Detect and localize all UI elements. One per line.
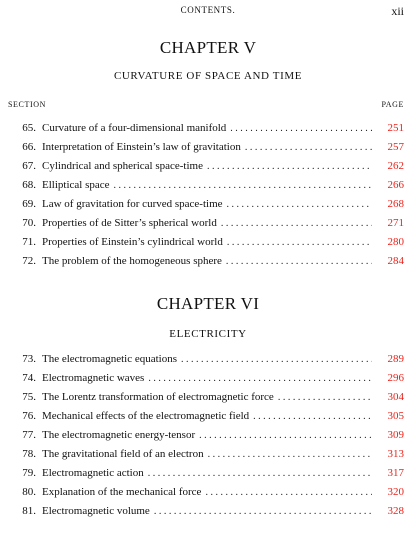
section-number: 68. — [22, 179, 36, 191]
section-number: 72. — [22, 255, 36, 267]
section-number: 76. — [22, 410, 36, 422]
dot-leader — [205, 487, 372, 498]
toc-entry — [0, 486, 416, 505]
page-link[interactable]: 309 — [387, 429, 404, 441]
toc-entry — [0, 122, 416, 141]
page-number: xii — [391, 4, 404, 18]
dot-leader — [199, 430, 372, 441]
dot-leader — [114, 180, 373, 191]
dot-leader — [245, 142, 372, 153]
toc-entry — [0, 391, 416, 410]
chapter-5-title: CHAPTER V — [159, 38, 257, 57]
section-title: The gravitational field of an electron — [42, 448, 204, 460]
page-link[interactable]: 317 — [387, 467, 404, 479]
section-number: 77. — [22, 429, 36, 441]
page-link[interactable]: 280 — [387, 236, 404, 248]
section-title: Electromagnetic action — [42, 467, 144, 479]
section-number: 71. — [22, 236, 36, 248]
section-title: Electromagnetic volume — [42, 505, 150, 517]
section-number: 79. — [22, 467, 36, 479]
dot-leader — [181, 354, 372, 365]
section-number: 67. — [22, 160, 36, 172]
dot-leader — [221, 218, 372, 229]
dot-leader — [253, 411, 372, 422]
toc-entry — [0, 467, 416, 486]
toc-entry — [0, 217, 416, 236]
section-title: Mechanical effects of the electromagnetic field — [42, 410, 250, 422]
section-title: The electromagnetic energy-tensor — [42, 429, 196, 441]
dot-leader — [227, 237, 372, 248]
section-number: 65. — [22, 122, 36, 134]
section-number: 74. — [22, 372, 36, 384]
running-header — [0, 4, 416, 18]
section-title: Elliptical space — [42, 179, 110, 191]
section-title: Electromagnetic waves — [42, 372, 145, 384]
section-number: 75. — [22, 391, 36, 403]
running-title: CONTENTS. — [180, 5, 236, 15]
page-link[interactable]: 289 — [387, 353, 404, 365]
chapter-6-title: CHAPTER VI — [156, 294, 260, 313]
chapter-6-subtitle: ELECTRICITY — [169, 328, 247, 340]
section-title: Interpretation of Einstein’s law of gravitation — [42, 141, 241, 153]
page-link[interactable]: 304 — [387, 391, 404, 403]
toc-entry — [0, 198, 416, 217]
section-number: 66. — [22, 141, 36, 153]
chapter-5-contents — [0, 122, 416, 274]
section-title: Curvature of a four-dimensional manifold — [42, 122, 227, 134]
page-link[interactable]: 305 — [387, 410, 404, 422]
page-link[interactable]: 320 — [387, 486, 404, 498]
toc-entry — [0, 255, 416, 274]
toc-entry — [0, 410, 416, 429]
dot-leader — [230, 123, 372, 134]
dot-leader — [154, 506, 372, 517]
toc-entry — [0, 372, 416, 391]
page-column-header: PAGE — [381, 100, 404, 109]
page-link[interactable]: 271 — [387, 217, 404, 229]
section-number: 69. — [22, 198, 36, 210]
section-number: 80. — [22, 486, 36, 498]
page-link[interactable]: 262 — [387, 160, 404, 172]
toc-entry — [0, 505, 416, 524]
page-link[interactable]: 268 — [387, 198, 404, 210]
section-title: The problem of the homogeneous sphere — [42, 255, 222, 267]
toc-entry — [0, 179, 416, 198]
section-title: The electromagnetic equations — [42, 353, 177, 365]
chapter-6-contents — [0, 353, 416, 524]
dot-leader — [227, 199, 372, 210]
section-column-header: SECTION — [8, 100, 46, 109]
page-link[interactable]: 266 — [387, 179, 404, 191]
section-number: 73. — [22, 353, 36, 365]
section-number: 81. — [22, 505, 36, 517]
section-title: The Lorentz transformation of electromagnetic force — [42, 391, 274, 403]
page-link[interactable]: 284 — [387, 255, 404, 267]
page-link[interactable]: 296 — [387, 372, 404, 384]
dot-leader — [208, 449, 372, 460]
toc-entry — [0, 429, 416, 448]
section-title: Cylindrical and spherical space-time — [42, 160, 203, 172]
section-title: Properties of Einstein’s cylindrical world — [42, 236, 223, 248]
toc-entry — [0, 160, 416, 179]
section-number: 78. — [22, 448, 36, 460]
section-number: 70. — [22, 217, 36, 229]
dot-leader — [148, 373, 372, 384]
section-title: Law of gravitation for curved space-time — [42, 198, 223, 210]
chapter-5-subtitle: CURVATURE OF SPACE AND TIME — [113, 70, 303, 82]
page-link[interactable]: 251 — [387, 122, 404, 134]
page-link[interactable]: 257 — [387, 141, 404, 153]
dot-leader — [226, 256, 372, 267]
toc-entry — [0, 141, 416, 160]
toc-entry — [0, 353, 416, 372]
toc-entry — [0, 236, 416, 255]
section-title: Properties of de Sitter’s spherical world — [42, 217, 217, 229]
dot-leader — [278, 392, 372, 403]
page-link[interactable]: 328 — [387, 505, 404, 517]
page-link[interactable]: 313 — [387, 448, 404, 460]
section-title: Explanation of the mechanical force — [42, 486, 202, 498]
dot-leader — [207, 161, 372, 172]
dot-leader — [148, 468, 372, 479]
toc-entry — [0, 448, 416, 467]
